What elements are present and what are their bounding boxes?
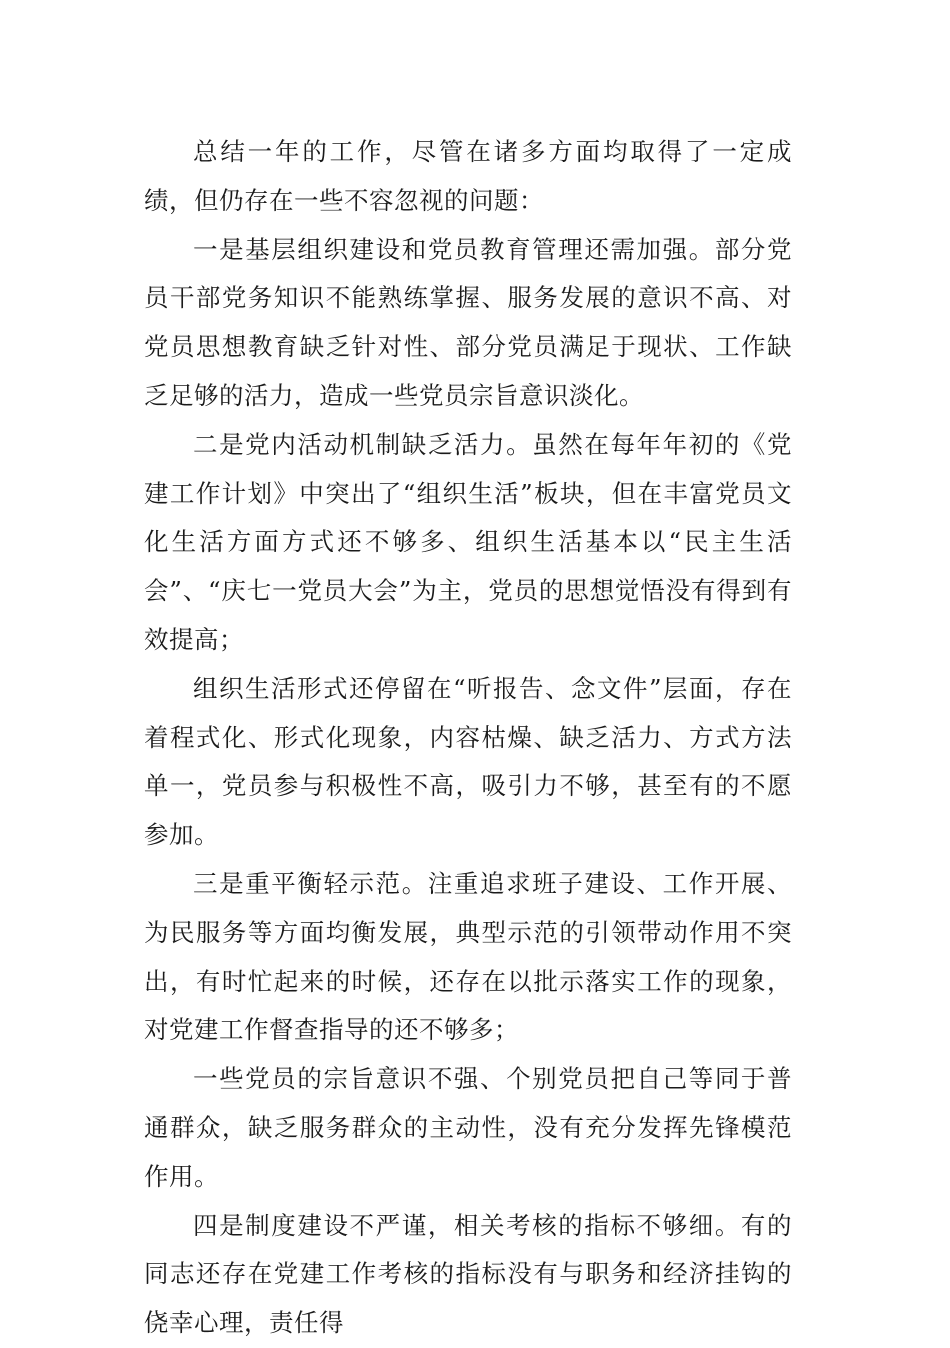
paragraph-issue-two: 二是党内活动机制缺乏活力。虽然在每年年初的《党建工作计划》中突出了“组织生活”板块，但在丰富党员文化生活方面方式还不够多、组织生活基本以“民主生活会”、“庆七一党员大会”为主，党员的思想觉悟没有得到有效提高；	[144, 429, 792, 654]
paragraph-issue-three-detail: 一些党员的宗旨意识不强、个别党员把自己等同于普通群众，缺乏服务群众的主动性，没有充分发挥先锋模范作用。	[144, 1064, 792, 1191]
body-text	[144, 128, 792, 1348]
paragraph-summary: 总结一年的工作，尽管在诸多方面均取得了一定成绩，但仍存在一些不容忽视的问题：	[144, 137, 792, 215]
paragraph-issue-two-detail: 组织生活形式还停留在“听报告、念文件”层面，存在着程式化、形式化现象，内容枯燥、缺乏活力、方式方法单一，党员参与积极性不高，吸引力不够，甚至有的不愿参加。	[144, 673, 792, 850]
paragraph-issue-four: 四是制度建设不严谨，相关考核的指标不够细。有的同志还存在党建工作考核的指标没有与职务和经济挂钩的侥幸心理，责任得	[144, 1210, 792, 1338]
paragraph-issue-three: 三是重平衡轻示范。注重追求班子建设、工作开展、为民服务等方面均衡发展，典型示范的引领带动作用不突出，有时忙起来的时候，还存在以批示落实工作的现象，对党建工作督查指导的还不够多；	[144, 868, 792, 1045]
paragraph-issue-one: 一是基层组织建设和党员教育管理还需加强。部分党员干部党务知识不能熟练掌握、服务发展的意识不高、对党员思想教育缺乏针对性、部分党员满足于现状、工作缺乏足够的活力，造成一些党员宗旨意识淡化。	[144, 234, 792, 410]
